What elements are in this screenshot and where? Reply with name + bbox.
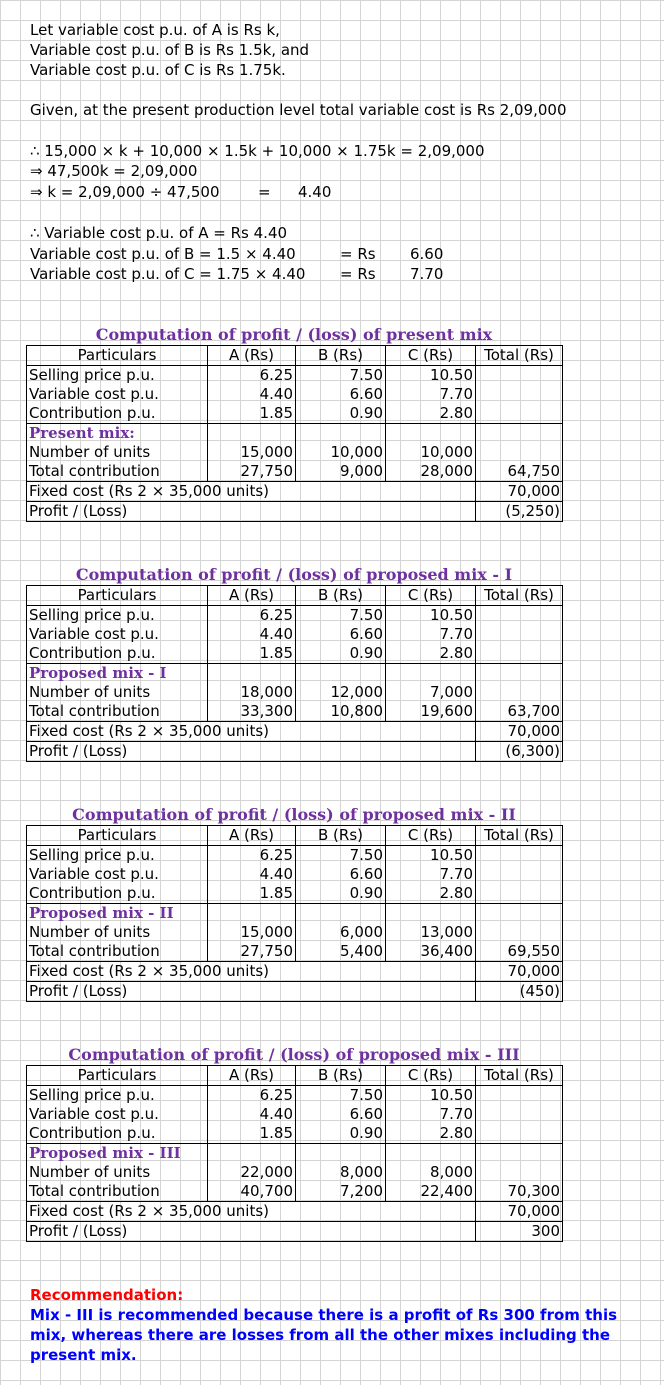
selling-price-label: Selling price p.u. xyxy=(27,1086,208,1106)
profit-loss-total: (450) xyxy=(476,982,563,1002)
row-fixed-cost xyxy=(27,482,563,502)
contribution-label: Contribution p.u. xyxy=(27,404,208,424)
section-c xyxy=(386,664,476,684)
header-a: A (Rs) xyxy=(208,1066,296,1086)
variable-cost-a: 4.40 xyxy=(208,385,296,404)
units-c: 10,000 xyxy=(386,443,476,462)
row-fixed-cost xyxy=(27,962,563,982)
selling-price-total xyxy=(476,366,563,386)
recommendation-body: Mix - III is recommended because there is a profit of Rs 300 from this mix, whereas there are losses from all the other mixes including the present mix. xyxy=(30,1306,618,1364)
row-contribution xyxy=(27,644,563,664)
units-a: 18,000 xyxy=(208,683,296,702)
contribution-c: 2.80 xyxy=(386,644,476,664)
row-section xyxy=(27,664,563,684)
variable-cost-label: Variable cost p.u. xyxy=(27,625,208,644)
variable-cost-b: 6.60 xyxy=(296,865,386,884)
row-section xyxy=(27,1144,563,1164)
contribution-total xyxy=(476,884,563,904)
units-label: Number of units xyxy=(27,923,208,942)
header-c: C (Rs) xyxy=(386,826,476,846)
fixed-cost-total: 70,000 xyxy=(476,722,563,742)
section-a xyxy=(208,904,296,924)
profit-loss-total: (6,300) xyxy=(476,742,563,762)
units-label: Number of units xyxy=(27,1163,208,1182)
row-variable-cost xyxy=(27,865,563,884)
units-c: 13,000 xyxy=(386,923,476,942)
recommendation xyxy=(30,1285,630,1365)
selling-price-a: 6.25 xyxy=(208,366,296,386)
selling-price-a: 6.25 xyxy=(208,846,296,866)
section-a xyxy=(208,424,296,444)
units-b: 6,000 xyxy=(296,923,386,942)
row-selling-price xyxy=(27,846,563,866)
header-total: Total (Rs) xyxy=(476,586,563,606)
row-variable-cost xyxy=(27,385,563,404)
tc-label: Total contribution xyxy=(27,1182,208,1202)
units-total xyxy=(476,683,563,702)
section-b xyxy=(296,904,386,924)
row-fixed-cost xyxy=(27,1202,563,1222)
contribution-b: 0.90 xyxy=(296,1124,386,1144)
intro-vc-a: ∴ Variable cost p.u. of A = Rs 4.40 xyxy=(30,224,288,242)
selling-price-a: 6.25 xyxy=(208,606,296,626)
row-selling-price xyxy=(27,366,563,386)
contribution-b: 0.90 xyxy=(296,404,386,424)
profit-loss-total: (5,250) xyxy=(476,502,563,522)
fixed-cost-total: 70,000 xyxy=(476,1202,563,1222)
row-units xyxy=(27,683,563,702)
variable-cost-b: 6.60 xyxy=(296,1105,386,1124)
selling-price-label: Selling price p.u. xyxy=(27,606,208,626)
variable-cost-label: Variable cost p.u. xyxy=(27,865,208,884)
row-profit-loss xyxy=(27,1222,563,1242)
fixed-cost-gap xyxy=(386,482,476,502)
selling-price-total xyxy=(476,1086,563,1106)
intro-step-1: ⇒ 47,500k = 2,09,000 xyxy=(30,162,198,180)
intro-line-1: Let variable cost p.u. of A is Rs k, xyxy=(30,21,280,39)
contribution-b: 0.90 xyxy=(296,644,386,664)
selling-price-total xyxy=(476,606,563,626)
tc-total: 69,550 xyxy=(476,942,563,962)
row-selling-price xyxy=(27,606,563,626)
row-total-contribution xyxy=(27,942,563,962)
row-fixed-cost xyxy=(27,722,563,742)
variable-cost-b: 6.60 xyxy=(296,385,386,404)
intro-step-2: ⇒ k = 2,09,000 ÷ 47,500 xyxy=(30,183,220,201)
row-units xyxy=(27,923,563,942)
intro-given: Given, at the present production level total variable cost is Rs 2,09,000 xyxy=(30,101,567,119)
variable-cost-a: 4.40 xyxy=(208,625,296,644)
fixed-cost-label: Fixed cost (Rs 2 × 35,000 units) xyxy=(27,482,386,502)
variable-cost-total xyxy=(476,865,563,884)
fixed-cost-gap xyxy=(386,962,476,982)
tc-c: 28,000 xyxy=(386,462,476,482)
section-label: Present mix: xyxy=(27,424,208,444)
header-b: B (Rs) xyxy=(296,826,386,846)
contribution-label: Contribution p.u. xyxy=(27,884,208,904)
units-a: 22,000 xyxy=(208,1163,296,1182)
fixed-cost-gap xyxy=(386,1202,476,1222)
tc-a: 40,700 xyxy=(208,1182,296,1202)
row-total-contribution xyxy=(27,702,563,722)
units-label: Number of units xyxy=(27,443,208,462)
contribution-total xyxy=(476,644,563,664)
row-selling-price xyxy=(27,1086,563,1106)
tc-label: Total contribution xyxy=(27,462,208,482)
variable-cost-c: 7.70 xyxy=(386,1105,476,1124)
profit-loss-gap xyxy=(386,502,476,522)
contribution-label: Contribution p.u. xyxy=(27,1124,208,1144)
row-section xyxy=(27,424,563,444)
intro-vc-c-eq: = Rs xyxy=(340,265,376,283)
header-b: B (Rs) xyxy=(296,1066,386,1086)
fixed-cost-total: 70,000 xyxy=(476,482,563,502)
variable-cost-b: 6.60 xyxy=(296,625,386,644)
tc-label: Total contribution xyxy=(27,942,208,962)
fixed-cost-label: Fixed cost (Rs 2 × 35,000 units) xyxy=(27,1202,386,1222)
variable-cost-label: Variable cost p.u. xyxy=(27,1105,208,1124)
section-c xyxy=(386,904,476,924)
profit-loss-gap xyxy=(386,742,476,762)
intro-vc-b-value: 6.60 xyxy=(410,245,444,263)
units-a: 15,000 xyxy=(208,923,296,942)
selling-price-label: Selling price p.u. xyxy=(27,846,208,866)
contribution-label: Contribution p.u. xyxy=(27,644,208,664)
row-section xyxy=(27,904,563,924)
selling-price-total xyxy=(476,846,563,866)
header-total: Total (Rs) xyxy=(476,1066,563,1086)
selling-price-c: 10.50 xyxy=(386,846,476,866)
intro-k-value: 4.40 xyxy=(298,183,332,201)
variable-cost-label: Variable cost p.u. xyxy=(27,385,208,404)
fixed-cost-label: Fixed cost (Rs 2 × 35,000 units) xyxy=(27,962,386,982)
variable-cost-total xyxy=(476,385,563,404)
profit-loss-total: 300 xyxy=(476,1222,563,1242)
table-title: Computation of profit / (loss) of present mix xyxy=(95,325,493,344)
contribution-a: 1.85 xyxy=(208,1124,296,1144)
tc-label: Total contribution xyxy=(27,702,208,722)
units-c: 7,000 xyxy=(386,683,476,702)
contribution-a: 1.85 xyxy=(208,644,296,664)
variable-cost-a: 4.40 xyxy=(208,865,296,884)
variable-cost-c: 7.70 xyxy=(386,865,476,884)
units-total xyxy=(476,1163,563,1182)
contribution-a: 1.85 xyxy=(208,404,296,424)
selling-price-a: 6.25 xyxy=(208,1086,296,1106)
intro-vc-c: Variable cost p.u. of C = 1.75 × 4.40 xyxy=(30,265,306,283)
header-b: B (Rs) xyxy=(296,586,386,606)
section-total xyxy=(476,664,563,684)
header-particulars: Particulars xyxy=(27,586,208,606)
section-total xyxy=(476,1144,563,1164)
table-title: Computation of profit / (loss) of proposed mix - I xyxy=(75,565,513,584)
profit-loss-label: Profit / (Loss) xyxy=(27,502,386,522)
section-c xyxy=(386,424,476,444)
header-a: A (Rs) xyxy=(208,346,296,366)
tc-b: 9,000 xyxy=(296,462,386,482)
row-units xyxy=(27,443,563,462)
fixed-cost-label: Fixed cost (Rs 2 × 35,000 units) xyxy=(27,722,386,742)
header-b: B (Rs) xyxy=(296,346,386,366)
units-a: 15,000 xyxy=(208,443,296,462)
intro-vc-b-eq: = Rs xyxy=(340,245,376,263)
intro-vc-b: Variable cost p.u. of B = 1.5 × 4.40 xyxy=(30,245,296,263)
profit-loss-label: Profit / (Loss) xyxy=(27,742,386,762)
selling-price-b: 7.50 xyxy=(296,846,386,866)
table-header-row xyxy=(27,826,563,846)
tc-total: 70,300 xyxy=(476,1182,563,1202)
section-total xyxy=(476,904,563,924)
selling-price-b: 7.50 xyxy=(296,366,386,386)
header-particulars: Particulars xyxy=(27,826,208,846)
section-label: Proposed mix - II xyxy=(27,904,208,924)
section-a xyxy=(208,1144,296,1164)
table-header-row xyxy=(27,586,563,606)
units-b: 12,000 xyxy=(296,683,386,702)
intro-line-3: Variable cost p.u. of C is Rs 1.75k. xyxy=(30,61,286,79)
variable-cost-total xyxy=(476,1105,563,1124)
header-total: Total (Rs) xyxy=(476,346,563,366)
contribution-c: 2.80 xyxy=(386,404,476,424)
recommendation-heading: Recommendation: xyxy=(30,1286,184,1304)
section-a xyxy=(208,664,296,684)
tc-c: 36,400 xyxy=(386,942,476,962)
selling-price-b: 7.50 xyxy=(296,1086,386,1106)
row-profit-loss xyxy=(27,742,563,762)
row-units xyxy=(27,1163,563,1182)
tc-c: 19,600 xyxy=(386,702,476,722)
row-total-contribution xyxy=(27,1182,563,1202)
intro-equation: ∴ 15,000 × k + 10,000 × 1.5k + 10,000 × 1.75k = 2,09,000 xyxy=(30,142,485,160)
profit-loss-label: Profit / (Loss) xyxy=(27,982,386,1002)
intro-line-2: Variable cost p.u. of B is Rs 1.5k, and xyxy=(30,41,310,59)
contribution-c: 2.80 xyxy=(386,1124,476,1144)
table-header-row xyxy=(27,346,563,366)
section-b xyxy=(296,1144,386,1164)
tc-a: 27,750 xyxy=(208,942,296,962)
header-a: A (Rs) xyxy=(208,586,296,606)
profit-loss-gap xyxy=(386,982,476,1002)
variable-cost-a: 4.40 xyxy=(208,1105,296,1124)
units-b: 10,000 xyxy=(296,443,386,462)
tc-a: 33,300 xyxy=(208,702,296,722)
row-variable-cost xyxy=(27,625,563,644)
table-title: Computation of profit / (loss) of proposed mix - III xyxy=(68,1045,520,1064)
section-total xyxy=(476,424,563,444)
intro-step-2-equals: = xyxy=(258,183,271,201)
row-profit-loss xyxy=(27,502,563,522)
tc-total: 64,750 xyxy=(476,462,563,482)
profit-loss-gap xyxy=(386,1222,476,1242)
selling-price-c: 10.50 xyxy=(386,1086,476,1106)
section-label: Proposed mix - I xyxy=(27,664,208,684)
variable-cost-total xyxy=(476,625,563,644)
row-profit-loss xyxy=(27,982,563,1002)
table-grid xyxy=(26,1065,563,1242)
units-total xyxy=(476,443,563,462)
header-a: A (Rs) xyxy=(208,826,296,846)
selling-price-c: 10.50 xyxy=(386,606,476,626)
section-b xyxy=(296,664,386,684)
variable-cost-c: 7.70 xyxy=(386,385,476,404)
tc-a: 27,750 xyxy=(208,462,296,482)
header-c: C (Rs) xyxy=(386,1066,476,1086)
selling-price-b: 7.50 xyxy=(296,606,386,626)
fixed-cost-total: 70,000 xyxy=(476,962,563,982)
tc-b: 7,200 xyxy=(296,1182,386,1202)
variable-cost-c: 7.70 xyxy=(386,625,476,644)
contribution-c: 2.80 xyxy=(386,884,476,904)
selling-price-c: 10.50 xyxy=(386,366,476,386)
header-particulars: Particulars xyxy=(27,346,208,366)
tc-b: 5,400 xyxy=(296,942,386,962)
units-label: Number of units xyxy=(27,683,208,702)
row-contribution xyxy=(27,404,563,424)
table-grid xyxy=(26,345,563,522)
contribution-total xyxy=(476,404,563,424)
tc-c: 22,400 xyxy=(386,1182,476,1202)
tc-b: 10,800 xyxy=(296,702,386,722)
table-grid xyxy=(26,825,563,1002)
section-b xyxy=(296,424,386,444)
tc-total: 63,700 xyxy=(476,702,563,722)
table-header-row xyxy=(27,1066,563,1086)
units-b: 8,000 xyxy=(296,1163,386,1182)
section-label: Proposed mix - III xyxy=(27,1144,208,1164)
row-contribution xyxy=(27,884,563,904)
row-contribution xyxy=(27,1124,563,1144)
row-variable-cost xyxy=(27,1105,563,1124)
section-c xyxy=(386,1144,476,1164)
selling-price-label: Selling price p.u. xyxy=(27,366,208,386)
contribution-a: 1.85 xyxy=(208,884,296,904)
table-grid xyxy=(26,585,563,762)
contribution-b: 0.90 xyxy=(296,884,386,904)
units-total xyxy=(476,923,563,942)
units-c: 8,000 xyxy=(386,1163,476,1182)
header-c: C (Rs) xyxy=(386,346,476,366)
profit-loss-label: Profit / (Loss) xyxy=(27,1222,386,1242)
contribution-total xyxy=(476,1124,563,1144)
fixed-cost-gap xyxy=(386,722,476,742)
header-total: Total (Rs) xyxy=(476,826,563,846)
intro-vc-c-value: 7.70 xyxy=(410,265,444,283)
table-title: Computation of profit / (loss) of proposed mix - II xyxy=(72,805,516,824)
header-particulars: Particulars xyxy=(27,1066,208,1086)
header-c: C (Rs) xyxy=(386,586,476,606)
row-total-contribution xyxy=(27,462,563,482)
